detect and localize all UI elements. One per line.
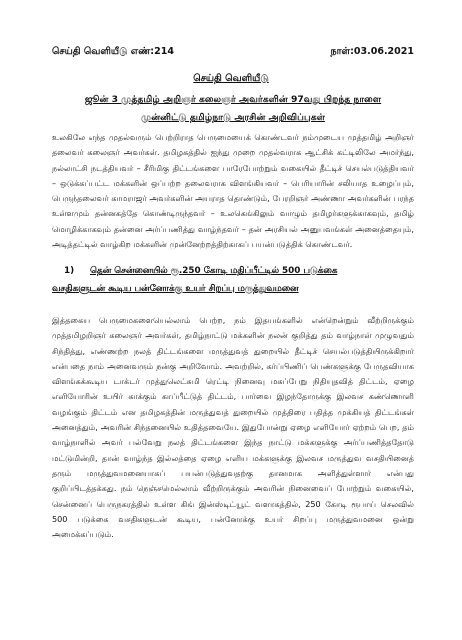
title-line-1: ஜூன் 3 முத்தமிழ் அறிஞர் கலைஞர் அவர்களின் 97வது பிறந்த நாளை xyxy=(84,94,382,105)
section-number: 1) xyxy=(64,266,75,276)
intro-paragraph: உலகிலே எந்த முதல்வரும் பெற்றிராத பெருமையைக் கொண்டவர் நம்முடைய முத்தமிழ் அறிஞர் தலைவர் கலைஞர் அவர்கள். தமிழகத்தில் ஐந்து முறை முதல்வராக ஆட்சிக் கட்டிலிலே அமர்ந்து, நல்லாட்சி நடத்தியவர் – சீரிமிகு திட்டங்களை பாரேபோற்றும் வகையில் தீட்டிச் செயல்படுத்தியவர் – ஒடுக்கப்பட்ட மக்களின் ஒப்பற்ற தலைவராக விளங்கியவர் – பெரியாரின் சலியாத உழைப்பும், பெருந்தலைவர் காமராஜர் அவர்களின் அயராத தொண்டும், பேரறிஞர் அண்ணா அவர்களின் பரந்த உள்ளமும் தன்னகத்தே கொண்டிருந்தவர் – உலகெங்கிலும் வாழும் தமிழர்களுக்காகவும், தமிழ் மொழிக்காகவும் தன்னை அர்ப்பணித்து வாழ்ந்தவர் – தன் அரசியல் அனுபவங்கள் அனைத்தையும், அடித்தட்டில் வாழ்கிற மக்களின் முன்னேற்றத்திற்காகப் பயன்படுத்திக் கொண்டவர். xyxy=(52,132,414,250)
release-date: நாள்:03.06.2021 xyxy=(330,46,414,57)
section-1-paragraph: இத்தகைய பெருமைகளையெல்லாம் பெற்ற, நம் இதயங்களில் என்றென்றும் வீற்றிருக்கும் முத்தமிழறிஞர் கலைஞர் அவர்கள், தமிழ்நாட்டு மக்களின் நலன் குறித்து தம் வாழ்நாள் முழுவதும் சிந்தித்து, எண்ணற்ற நலத் திட்டங்களை மருத்துவத் துறையில் தீட்டிச் செயல்படுத்தியிருக்கிறார் என்பதை நாம் அனைவரும் நன்கு அறிவோம். அவற்றில், கர்ப்பிணிப் பெண்களுக்கு பேருதவியாக விளங்கக்கூடிய டாக்டர் முத்துலெட்சுமி ரெட்டி நினைவு மகப்பேறு நிதியுதவித் திட்டம், ஏழை எளியோரின் உயிர் காக்கும் காப்பீட்டுத் திட்டம், பார்வை இழந்தோருக்கு இலவச கண்ணொளி வழங்கும் திட்டம் என தமிழகத்தின் மருத்துவத் துறையில் முத்திரை பதித்த முக்கியத் திட்டங்கள் அனைத்தும், அவரின் சிந்தனையில் உதித்தவையே. இதுபோன்று ஏழை எளியோர் ஏற்றம் பெற, தம் வாழ்நாளில் அவர் பல்வேறு நலத் திட்டங்களை இந்த நாட்டு மக்களுக்கு அர்ப்பணித்ததோடு மட்டுமின்றி, தான் வாழ்ந்த இல்லத்தை ஏழை எளிய மக்களுக்கு இலவச மருத்துவ வசதியினைத் தரும் மருத்துவமனையாகப் பயன்படுத்துவதற்கு தானமாக அளித்துள்ளார் என்பது குறிப்பிடத்தக்கது. நம் நெஞ்சமெல்லாம் வீற்றிருக்கும் அவரின் நினைவைப் போற்றும் வகையில், சென்னைப் பெருநகரத்தில் உள்ள கிங் இன்ஸ்டிட்யூட் வளாகத்தில், 250 கோடி ரூபாய் செலவில் 500 படுக்கை வசதிகளுடன் கூடிய, பன்னோக்கு உயர் சிறப்பு மருத்துவமனை ஒன்று அமைக்கப்படும். xyxy=(52,315,414,540)
document-header xyxy=(52,46,414,58)
press-release-number: செய்தி வெளியீடு எண்:214 xyxy=(52,46,174,57)
section-1-heading xyxy=(52,262,414,298)
section-heading-line-2: வசதிகளுடன் கூடிய பன்னோக்கு உயர் சிறப்பு மருத்துவமனை xyxy=(52,284,299,294)
section-heading-line-1: தென் சென்னையில் ரூ.250 கோடி மதிப்பீட்டில் 500 படுக்கை xyxy=(90,266,338,276)
press-release-label: செய்தி வெளியீடு xyxy=(193,73,269,84)
title-line-2: முன்னிட்டு தமிழ்நாடு அரசின் அறிவிப்புகள் xyxy=(141,112,325,123)
